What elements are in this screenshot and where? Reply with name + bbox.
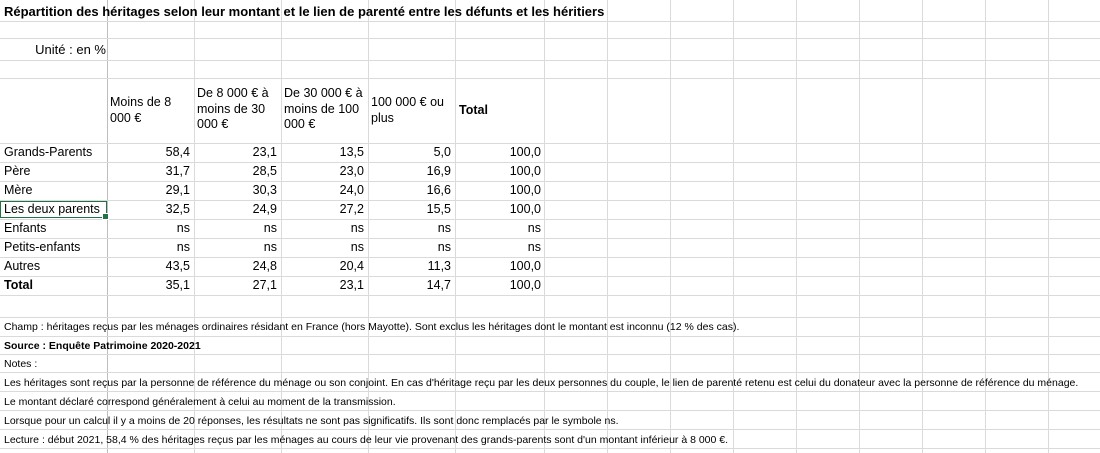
note-line-3[interactable]: Lorsque pour un calcul il y a moins de 20 réponses, les résultats ne sont pas significatifs. Ils sont donc remplacés par le symbole ns.	[4, 415, 619, 427]
row-divider	[0, 78, 1100, 79]
active-cell-selection[interactable]	[0, 201, 107, 218]
table-cell[interactable]: 100,0	[509, 164, 541, 178]
table-cell[interactable]: 100,0	[509, 145, 541, 159]
table-cell[interactable]: 20,4	[339, 259, 364, 273]
row-divider	[0, 391, 1100, 392]
table-cell[interactable]: 28,5	[252, 164, 277, 178]
row-divider	[0, 181, 1100, 182]
table-title[interactable]: Répartition des héritages selon leur montant et le lien de parenté entre les défunts et les héritiers	[4, 4, 605, 19]
table-cell[interactable]: 16,6	[426, 183, 451, 197]
table-cell[interactable]: 24,8	[252, 259, 277, 273]
row-divider	[0, 429, 1100, 430]
table-cell[interactable]: 100,0	[509, 202, 541, 216]
table-cell[interactable]: 16,9	[426, 164, 451, 178]
row-divider	[0, 336, 1100, 337]
unit-label[interactable]: Unité : en %	[35, 42, 106, 57]
table-cell[interactable]: 27,2	[339, 202, 364, 216]
table-cell[interactable]: ns	[350, 221, 364, 235]
note-line-2[interactable]: Le montant déclaré correspond généralement à celui au moment de la transmission.	[4, 396, 396, 408]
header-total[interactable]: Total	[459, 103, 488, 117]
row-divider	[0, 410, 1100, 411]
row-divider	[0, 257, 1100, 258]
row-label[interactable]: Mère	[4, 183, 33, 197]
source-note[interactable]: Source : Enquête Patrimoine 2020-2021	[4, 340, 201, 352]
table-cell[interactable]: 29,1	[165, 183, 190, 197]
header-8000-30000[interactable]: De 8 000 € à moins de 30 000 €	[197, 86, 269, 131]
notes-label[interactable]: Notes :	[4, 358, 38, 370]
table-cell[interactable]: 27,1	[252, 278, 277, 292]
row-divider	[0, 238, 1100, 239]
header-100000-plus[interactable]: 100 000 € ou plus	[371, 95, 444, 125]
row-label-total[interactable]: Total	[4, 278, 33, 292]
table-cell[interactable]: ns	[527, 240, 541, 254]
row-divider	[0, 448, 1100, 449]
row-label[interactable]: Grands-Parents	[4, 145, 93, 159]
table-cell[interactable]: 5,0	[433, 145, 451, 159]
note-line-1[interactable]: Les héritages sont reçus par la personne de référence du ménage ou son conjoint. En cas d'héritage reçu par les deux personnes du couple, le lien de parenté retenu est celui du donateur avec la personne de référence du ménage.	[4, 377, 1079, 389]
row-divider	[0, 317, 1100, 318]
header-30000-100000[interactable]: De 30 000 € à moins de 100 000 €	[284, 86, 363, 131]
row-divider	[0, 60, 1100, 61]
fill-handle[interactable]	[102, 213, 109, 220]
table-cell[interactable]: ns	[437, 221, 451, 235]
table-cell[interactable]: 23,1	[252, 145, 277, 159]
row-divider	[0, 143, 1100, 144]
table-cell[interactable]: ns	[437, 240, 451, 254]
table-cell[interactable]: ns	[350, 240, 364, 254]
table-cell[interactable]: 58,4	[165, 145, 190, 159]
row-label[interactable]: Père	[4, 164, 31, 178]
table-cell[interactable]: 100,0	[509, 278, 541, 292]
row-divider	[0, 38, 1100, 39]
row-divider	[0, 372, 1100, 373]
table-cell[interactable]: 100,0	[509, 183, 541, 197]
champ-note[interactable]: Champ : héritages reçus par les ménages ordinaires résidant en France (hors Mayotte). Sont exclus les héritages dont le montant est inconnu (12 % des cas).	[4, 321, 740, 333]
table-cell[interactable]: 14,7	[426, 278, 451, 292]
table-cell[interactable]: 32,5	[165, 202, 190, 216]
row-label[interactable]: Petits-enfants	[4, 240, 81, 254]
lecture-note[interactable]: Lecture : début 2021, 58,4 % des héritages reçus par les ménages au cours de leur vie provenant des grands-parents sont d'un montant inférieur à 8 000 €.	[4, 434, 729, 446]
table-cell[interactable]: 43,5	[165, 259, 190, 273]
row-label[interactable]: Enfants	[4, 221, 47, 235]
header-lt-8000[interactable]: Moins de 8 000 €	[110, 95, 172, 125]
table-cell[interactable]: ns	[176, 240, 190, 254]
row-divider	[0, 21, 1100, 22]
table-cell[interactable]: 23,0	[339, 164, 364, 178]
row-divider	[0, 219, 1100, 220]
table-cell[interactable]: 31,7	[165, 164, 190, 178]
table-cell[interactable]: ns	[176, 221, 190, 235]
table-cell[interactable]: 24,9	[252, 202, 277, 216]
row-divider	[0, 200, 1100, 201]
table-cell[interactable]: ns	[263, 240, 277, 254]
table-cell[interactable]: ns	[263, 221, 277, 235]
table-cell[interactable]: 35,1	[165, 278, 190, 292]
row-divider	[0, 162, 1100, 163]
table-cell[interactable]: 30,3	[252, 183, 277, 197]
table-cell[interactable]: ns	[527, 221, 541, 235]
row-divider	[0, 354, 1100, 355]
table-cell[interactable]: 100,0	[509, 259, 541, 273]
row-divider	[0, 295, 1100, 296]
table-cell[interactable]: 15,5	[426, 202, 451, 216]
table-cell[interactable]: 23,1	[339, 278, 364, 292]
row-label[interactable]: Autres	[4, 259, 41, 273]
table-cell[interactable]: 13,5	[339, 145, 364, 159]
table-cell[interactable]: 24,0	[339, 183, 364, 197]
row-divider	[0, 276, 1100, 277]
table-cell[interactable]: 11,3	[427, 259, 451, 273]
row-label[interactable]: Les deux parents	[4, 202, 100, 216]
